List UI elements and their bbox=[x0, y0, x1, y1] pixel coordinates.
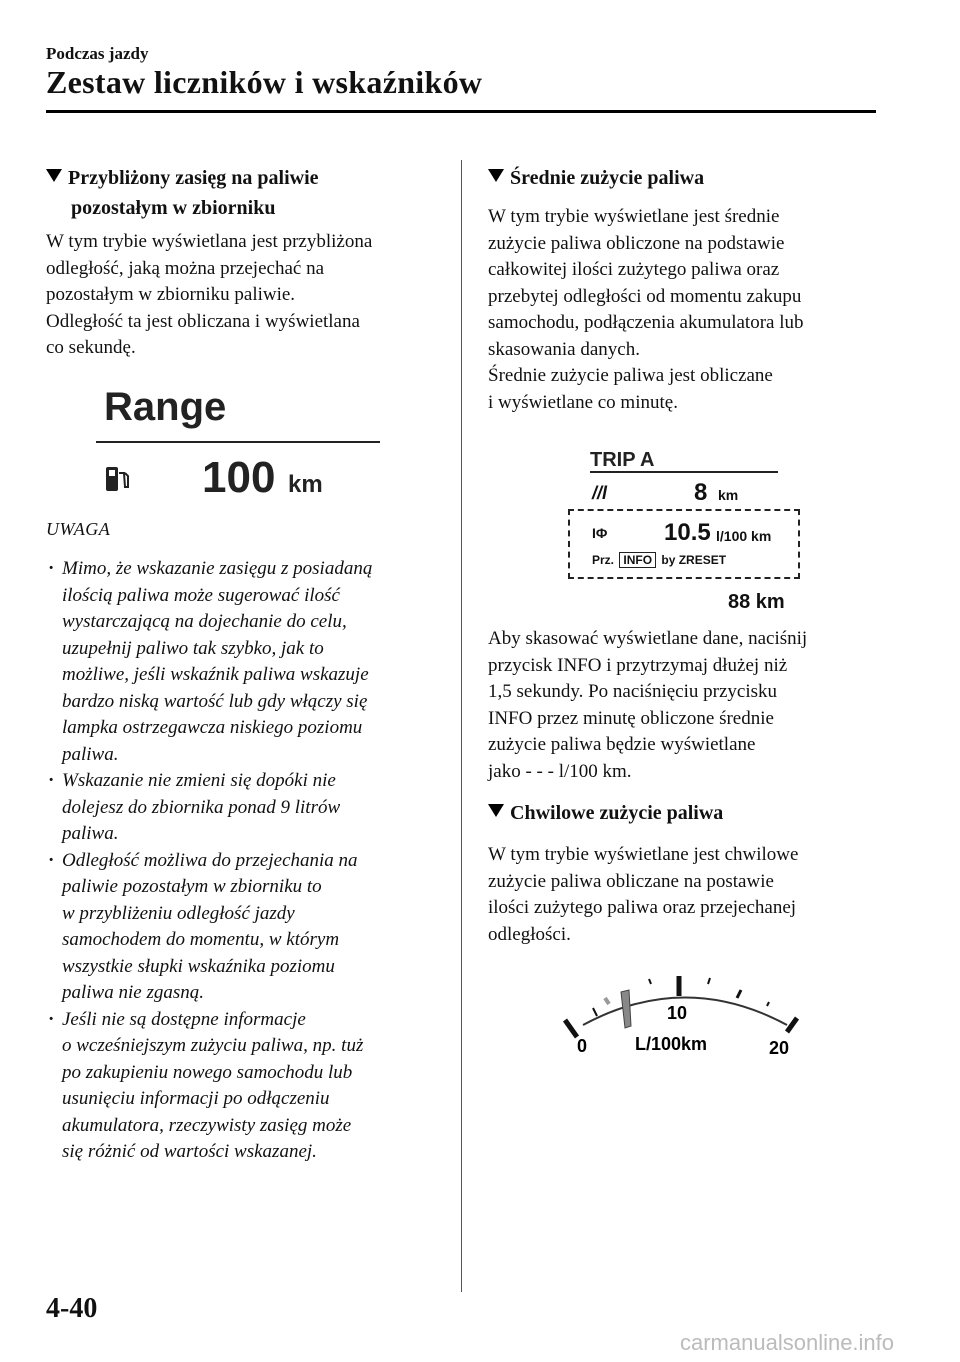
gauge-tick bbox=[649, 979, 651, 984]
trip-display-figure bbox=[560, 445, 810, 615]
note-item bbox=[46, 768, 451, 848]
instant-description bbox=[488, 842, 908, 948]
range-value: 100 bbox=[202, 453, 276, 502]
text-line: Odległość ta jest obliczana i wyświetlana bbox=[46, 310, 360, 332]
note-item bbox=[46, 1007, 451, 1166]
text-line: o wcześniejszym zużyciu paliwa, np. tuż bbox=[62, 1035, 364, 1056]
text-line: przycisk INFO i przytrzymaj dłużej niż bbox=[488, 654, 788, 676]
gauge-unit-label: L/100km bbox=[635, 1034, 708, 1054]
text-line: bardzo niską wartość lub gdy włączy się bbox=[62, 690, 368, 712]
heading-line: Chwilowe zużycie paliwa bbox=[510, 802, 724, 824]
gauge-tick bbox=[593, 1008, 597, 1016]
text-line: usunięciu informacji po odłączeniu bbox=[62, 1088, 330, 1109]
text-line: całkowitej ilości zużytego paliwa oraz bbox=[488, 259, 780, 280]
note-item bbox=[46, 848, 451, 1007]
text-line: dolejesz do zbiornika ponad 9 litrów bbox=[62, 796, 341, 818]
text-line: Średnie zużycie paliwa jest obliczane bbox=[488, 365, 773, 386]
text-line: W tym trybie wyświetlane jest chwilowe bbox=[488, 844, 799, 865]
page-number: 4-40 bbox=[46, 1293, 98, 1324]
gauge-needle bbox=[621, 990, 631, 1028]
avg-consumption-value: 10.5 bbox=[664, 519, 711, 546]
heading-line: pozostałym w zbiorniku bbox=[71, 197, 276, 219]
text-line: co sekundę. bbox=[46, 337, 136, 358]
text-line: W tym trybie wyświetlana jest przybliżona bbox=[46, 231, 373, 252]
avg-consumption-unit: l/100 km bbox=[716, 528, 772, 544]
text-line: przebytej odległości od momentu zakupu bbox=[488, 285, 802, 307]
text-line: uzupełnij paliwo tak szybko, jak to bbox=[62, 637, 324, 659]
text-line: paliwie pozostałym w zbiorniku to bbox=[62, 876, 322, 897]
fuel-pump-icon bbox=[102, 463, 132, 495]
reset-description bbox=[488, 626, 908, 785]
trip-rule bbox=[590, 471, 778, 473]
triangle-marker-icon bbox=[488, 169, 504, 182]
text-line: paliwa. bbox=[62, 823, 119, 844]
text-line: · Odległość możliwa do przejechania na bbox=[62, 849, 358, 871]
reset-instruction bbox=[592, 553, 726, 567]
gauge-tick bbox=[708, 978, 710, 984]
text-line: W tym trybie wyświetlane jest średnie bbox=[488, 206, 780, 227]
text-line: akumulatora, rzeczywisty zasięg może bbox=[62, 1114, 352, 1136]
text-line: Aby skasować wyświetlane dane, naciśnij bbox=[488, 628, 808, 649]
text-line: zużycie paliwa będzie wyświetlane bbox=[488, 734, 756, 755]
gauge-mid-label: 10 bbox=[667, 1003, 688, 1023]
range-title: Range bbox=[104, 385, 227, 429]
text-line: się różnić od wartości wskazanej. bbox=[62, 1141, 317, 1162]
text-line: paliwa. bbox=[62, 743, 119, 765]
triangle-marker-icon bbox=[488, 804, 504, 817]
trip-bottom-distance: 88 km bbox=[728, 591, 785, 613]
text-line: · Wskazanie nie zmieni się dopóki nie bbox=[62, 770, 336, 791]
range-rule bbox=[96, 441, 380, 443]
text-line: po zakupieniu nowego samochodu lub bbox=[62, 1061, 353, 1083]
text-line: skasowania danych. bbox=[488, 338, 640, 360]
title-rule bbox=[46, 110, 876, 113]
note-label: UWAGA bbox=[46, 519, 111, 539]
text-line: lampka ostrzegawcza niskiego poziomu bbox=[62, 717, 363, 738]
text-line: · Mimo, że wskazanie zasięgu z posiadaną bbox=[62, 558, 373, 579]
gauge-tick bbox=[767, 1002, 769, 1006]
text-line: zużycie paliwa obliczone na podstawie bbox=[488, 232, 785, 254]
gauge-tick bbox=[787, 1018, 797, 1032]
text-line: · Jeśli nie są dostępne informacje bbox=[62, 1008, 306, 1030]
info-button-label: INFO bbox=[619, 552, 656, 568]
note-item bbox=[46, 556, 451, 768]
text-line: samochodu, podłączenia akumulatora lub bbox=[488, 312, 804, 333]
range-display-figure bbox=[90, 385, 390, 505]
consumption-gauge bbox=[555, 970, 815, 1065]
section-heading-instant bbox=[488, 798, 888, 828]
text-line: odległość, jaką można przejechać na bbox=[46, 257, 324, 279]
heading-line: Przybliżony zasięg na paliwie bbox=[68, 167, 319, 189]
text-line: możliwe, jeśli wskaźnik paliwa wskazuje bbox=[62, 664, 369, 685]
section-heading-average bbox=[488, 163, 888, 193]
text-line: wystarczającą na dojechanie do celu, bbox=[62, 611, 347, 632]
text-line: 1,5 sekundy. Po naciśnięciu przycisku bbox=[488, 681, 777, 702]
gauge-tick bbox=[565, 1020, 577, 1037]
text-line: ilością paliwa może sugerować ilość bbox=[62, 584, 340, 606]
text-line: samochodem do momentu, w którym bbox=[62, 929, 340, 950]
section-heading-range bbox=[46, 163, 446, 223]
gauge-max-label: 20 bbox=[769, 1038, 790, 1058]
text-line: INFO przez minutę obliczone średnie bbox=[488, 707, 774, 729]
gauge-tick bbox=[605, 998, 609, 1004]
reset-prefix: Prz. bbox=[592, 553, 615, 567]
note-list bbox=[46, 556, 451, 1166]
page-title: Zestaw liczników i wskaźników bbox=[46, 64, 483, 100]
text-line: pozostałym w zbiorniku paliwie. bbox=[46, 284, 296, 305]
avg-consumption-icon: IΦ bbox=[592, 525, 608, 541]
text-line: ilości zużytego paliwa oraz przejechanej bbox=[488, 897, 797, 918]
distance-icon: //l bbox=[592, 483, 608, 503]
reset-suffix: by ZRESET bbox=[661, 553, 727, 567]
gauge-tick bbox=[737, 990, 741, 998]
text-line: zużycie paliwa obliczane na postawie bbox=[488, 870, 774, 892]
range-description bbox=[46, 229, 451, 362]
trip-distance-value: 8 bbox=[694, 479, 708, 506]
text-line: i wyświetlane co minutę. bbox=[488, 391, 678, 413]
text-line: w przybliżeniu odległość jazdy bbox=[62, 902, 295, 924]
trip-title: TRIP A bbox=[590, 449, 655, 471]
column-divider bbox=[461, 160, 462, 1292]
average-description bbox=[488, 204, 908, 416]
text-line: wszystkie słupki wskaźnika poziomu bbox=[62, 955, 335, 977]
range-unit: km bbox=[288, 471, 323, 498]
watermark: carmanualsonline.info bbox=[680, 1330, 895, 1355]
section-label: Podczas jazdy bbox=[46, 44, 149, 63]
text-line: jako - - - l/100 km. bbox=[488, 760, 632, 782]
triangle-marker-icon bbox=[46, 169, 62, 182]
gauge-min-label: 0 bbox=[577, 1036, 588, 1056]
text-line: paliwa nie zgasną. bbox=[62, 982, 204, 1003]
text-line: odległości. bbox=[488, 923, 571, 945]
heading-line: Średnie zużycie paliwa bbox=[510, 167, 705, 189]
trip-distance-unit: km bbox=[718, 487, 739, 503]
